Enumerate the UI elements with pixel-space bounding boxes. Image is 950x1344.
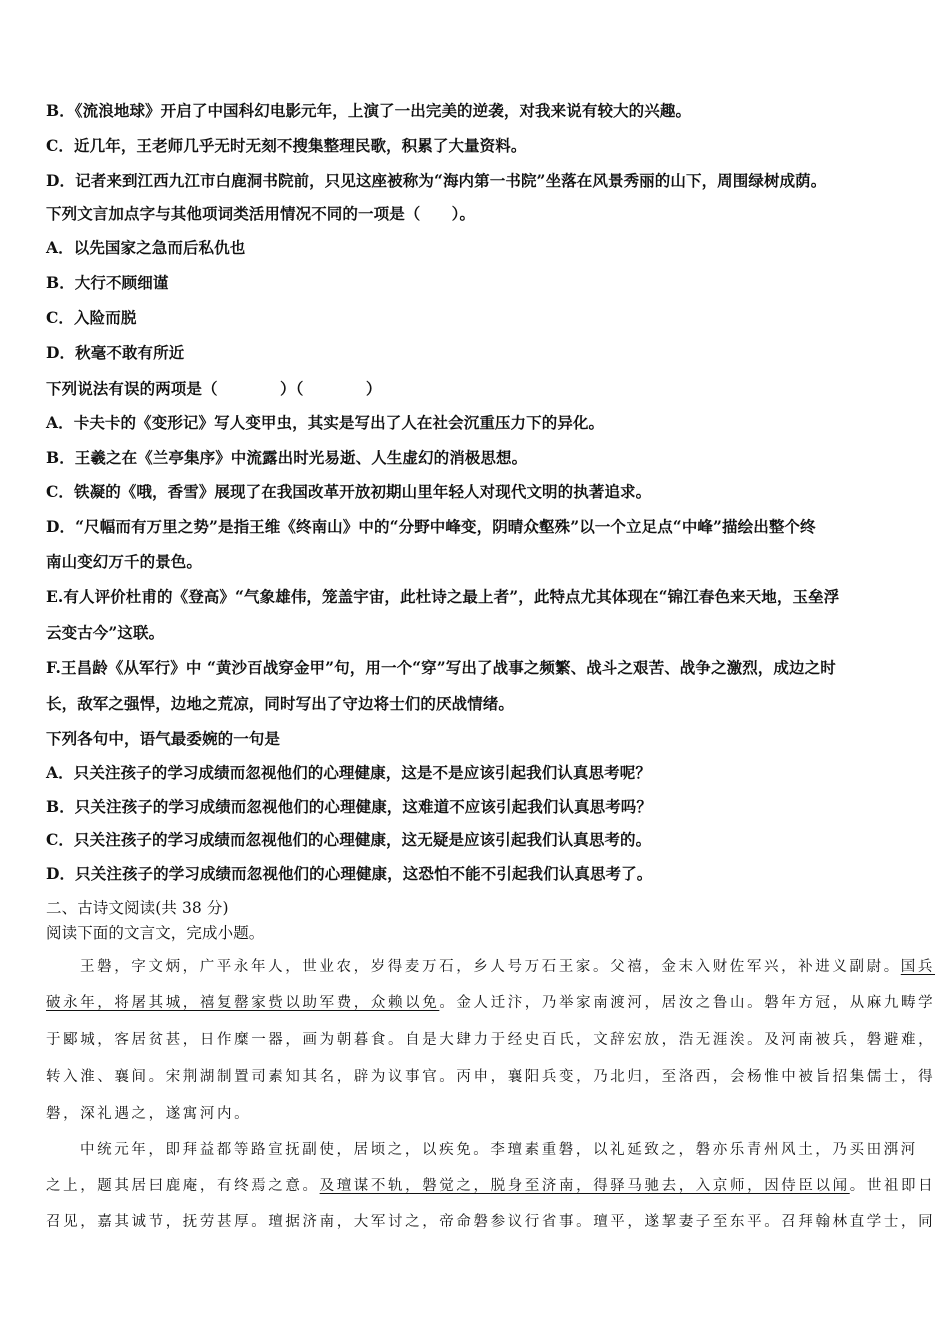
option-a-tone: A．只关注孩子的学习成绩而忽视他们的心理健康，这是不是应该引起我们认真思考呢？ — [46, 763, 651, 782]
option-e-wrong-line1: E.有人评价杜甫的《登高》“气象雄伟，笼盖宇宙，此杜诗之最上者”，此特点尤其体现在“锦江春色来天地，玉垒浮 — [46, 587, 840, 606]
option-b-word: B．大行不顾细谨 — [46, 273, 169, 292]
question-stem-word-usage: 下列文言加点字与其他项词类活用情况不同的一项是（ ）。 — [46, 204, 476, 223]
option-c-wrong: C．铁凝的《哦，香雪》展现了在我国改革开放初期山里年轻人对现代文明的执著追求。 — [46, 482, 652, 501]
option-d-word: D．秋毫不敢有所近 — [46, 343, 185, 362]
option-c-prev: C．近几年，王老师几乎无时无刻不搜集整理民歌，积累了大量资料。 — [46, 136, 527, 155]
passage-text: 王磐，字文炳，广平永年人，世业农，岁得麦万石，乡人号万石王家。父禧，金末入财佐军兴，补进义副尉。 — [80, 959, 901, 975]
option-f-wrong-line2: 长，敌军之强悍，边地之荒凉，同时写出了守边将士们的厌战情绪。 — [46, 694, 515, 713]
option-f-wrong-line1: F.王昌龄《从军行》中 “黄沙百战穿金甲”句，用一个“穿”写出了战事之频繁、战斗之艰苦、战争之激烈，成边之时 — [46, 658, 836, 677]
option-b-prev: B．《流浪地球》开启了中国科幻电影元年，上演了一出完美的逆袭，对我来说有较大的兴趣。 — [46, 101, 692, 120]
passage-p2-line2 — [46, 1175, 936, 1197]
question-stem-wrong: 下列说法有误的两项是（ ）（ ） — [46, 379, 382, 398]
option-c-word: C．入险而脱 — [46, 308, 137, 327]
option-d-prev: D．记者来到江西九江市白鹿洞书院前，只见这座被称为“海内第一书院”坐落在风景秀丽的山下，周围绿树成荫。 — [46, 171, 827, 190]
question-stem-tone: 下列各句中，语气最委婉的一句是 — [46, 729, 281, 748]
option-b-wrong: B．王羲之在《兰亭集序》中流露出时光易逝、人生虚幻的消极思想。 — [46, 448, 528, 467]
passage-underlined-sentence-1: 国兵 — [900, 959, 935, 975]
option-a-word: A．以先国家之急而后私仇也 — [46, 238, 246, 257]
passage-p1-line4: 转入淮、襄间。宋荆湖制置司素知其名，辟为议事官。丙申，襄阳兵变，乃北归，至洛西，会杨惟中被旨招集儒士，得 — [46, 1069, 936, 1085]
passage-p2-line3: 召见，嘉其诚节，抚劳甚厚。璮据济南，大军讨之，帝命磐参议行省事。璮平，遂挈妻子至东平。召拜翰林直学士，同 — [46, 1214, 936, 1230]
passage-underlined-sentence-2: 及璮谋不轨，磐觉之，脱身至济南，得驿马驰去，入京师，因侍臣以闻 — [319, 1178, 850, 1194]
passage-p1-line3: 于郾城，客居贫甚，日作糜一器，画为朝暮食。自是大肆力于经史百氏，文辞宏放，浩无涯涘。及河南被兵，磐避难， — [46, 1032, 936, 1048]
passage-text: 。世祖即日 — [849, 1178, 936, 1194]
passage-p2-line1: 中统元年，即拜益都等路宣抚副使，居顷之，以疾免。李璮素重磐，以礼延致之，磐亦乐青州风土，乃买田渳河 — [80, 1142, 918, 1158]
option-d-wrong-line2: 南山变幻万千的景色。 — [46, 552, 203, 571]
section-title: 二、古诗文阅读(共 38 分) — [46, 899, 229, 917]
section-instruction: 阅读下面的文言文，完成小题。 — [46, 924, 265, 942]
passage-p1-line1 — [80, 956, 935, 978]
option-b-tone: B．只关注孩子的学习成绩而忽视他们的心理健康，这难道不应该引起我们认真思考吗？ — [46, 797, 653, 816]
passage-p1-line5: 磐，深礼遇之，遂寓河内。 — [46, 1106, 252, 1122]
option-c-tone: C．只关注孩子的学习成绩而忽视他们的心理健康，这无疑是应该引起我们认真思考的。 — [46, 830, 652, 849]
passage-underlined-sentence-1-cont: 破永年，将屠其城，禧复罄家赀以助军费，众赖以免 — [46, 995, 440, 1011]
passage-text: 。金人迁汴，乃举家南渡河，居汝之鲁山。磐年方冠，从麻九畴学 — [439, 995, 936, 1011]
option-d-tone: D．只关注孩子的学习成绩而忽视他们的心理健康，这恐怕不能不引起我们认真思考了。 — [46, 864, 653, 883]
option-d-wrong-line1: D．“尺幅而有万里之势”是指王维《终南山》中的“分野中峰变，阴晴众壑殊”以一个立足点“中峰”描绘出整个终 — [46, 517, 816, 536]
option-a-wrong: A．卡夫卡的《变形记》写人变甲虫，其实是写出了人在社会沉重压力下的异化。 — [46, 413, 605, 432]
passage-p1-line2 — [46, 992, 936, 1014]
option-e-wrong-line2: 云变古今”这联。 — [46, 623, 165, 642]
passage-text: 之上，题其居曰鹿庵，有终焉之意。 — [46, 1178, 320, 1194]
